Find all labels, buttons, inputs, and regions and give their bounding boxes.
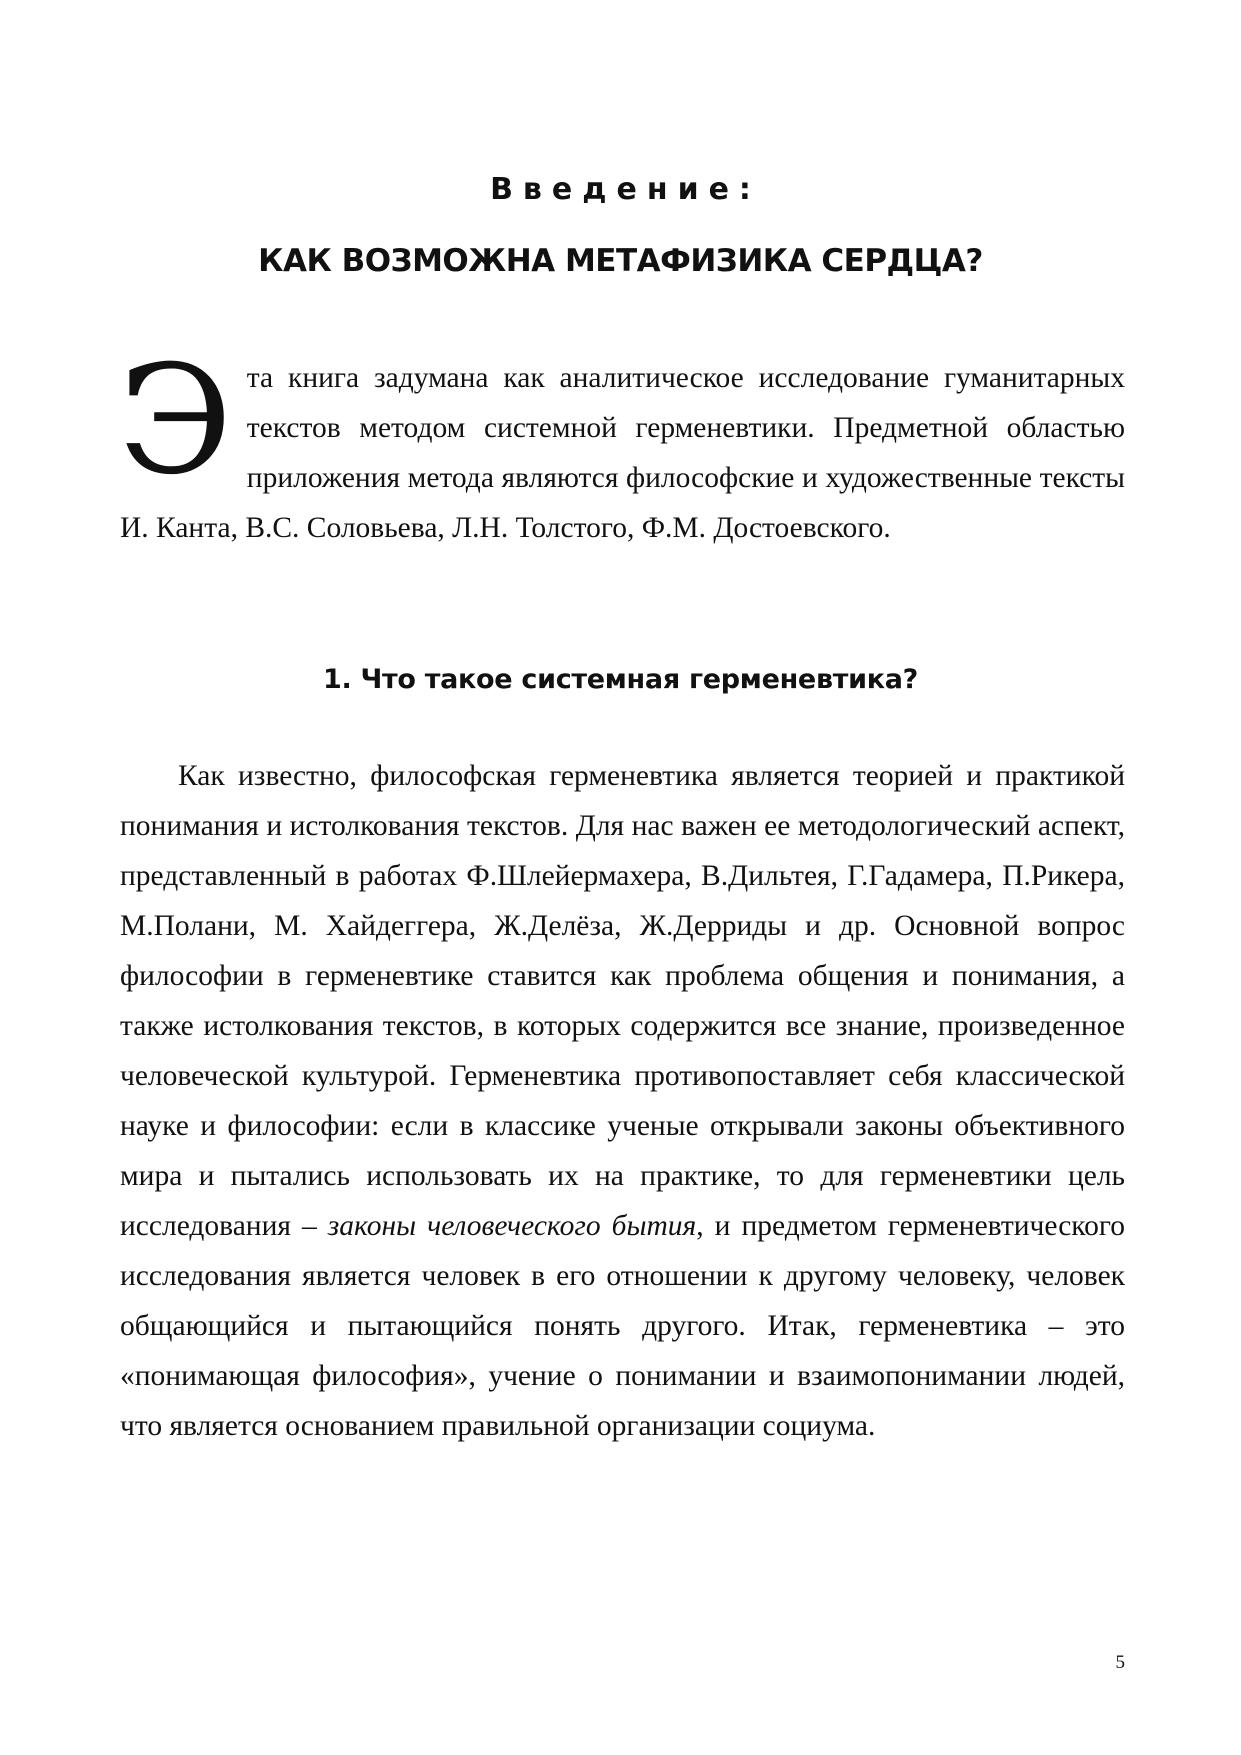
section-paragraph-italic: законы человеческого бытия — [327, 1210, 697, 1242]
section-paragraph-text-start: Как известно, философская герменевтика является теорией и практикой понимания и истолкования текстов. Для нас важен ее методологический аспект, представленный в работах Ф.Шлейермахера, В.Дильтея, Г.Гадамера, П.Рикера, М.Полани, М. Хайдеггера, Ж.Делёза, Ж.Дерриды и др. Основной вопрос философии в герменевтике ставится как проблема общения и понимания, а также истолкования текстов, в которых содержится все знание, произведенное человеческой культурой. Герменевтика противопоставляет себя классической науке и философии: если в классике ученые открывали законы объективного мира и пытались использовать их на практике, то для герменевтики цель исследования – — [120, 760, 1125, 1242]
intro-label: Введение: — [490, 172, 761, 207]
section-paragraph-text-end: , и предметом герменевтического исследования является человек в его отношении к другому человеку, человек общающийся и пытающийся понять другого. Итак, герменевтика – это «понимающая философия», учение о понимании и взаимопонимании людей, что является основанием правильной организации социума. — [120, 1210, 1125, 1442]
intro-paragraph — [118, 334, 1125, 553]
page-title: КАК ВОЗМОЖНА МЕТАФИЗИКА СЕРДЦА? — [258, 243, 983, 279]
section-heading: 1. Что такое системная герменевтика? — [322, 664, 919, 695]
section-paragraph — [120, 751, 1125, 1451]
intro-paragraph-text: та книга задумана как аналитическое исследование гуманитарных текстов методом системной герменевтики. Предметной областью приложения метода являются философские и художественные тексты И. Канта, В.С. Соловьева, Л.Н. Толстого, Ф.М. Достоевского. — [120, 362, 1125, 544]
page-number: 5 — [1115, 1652, 1125, 1673]
drop-cap: Э — [118, 334, 233, 508]
